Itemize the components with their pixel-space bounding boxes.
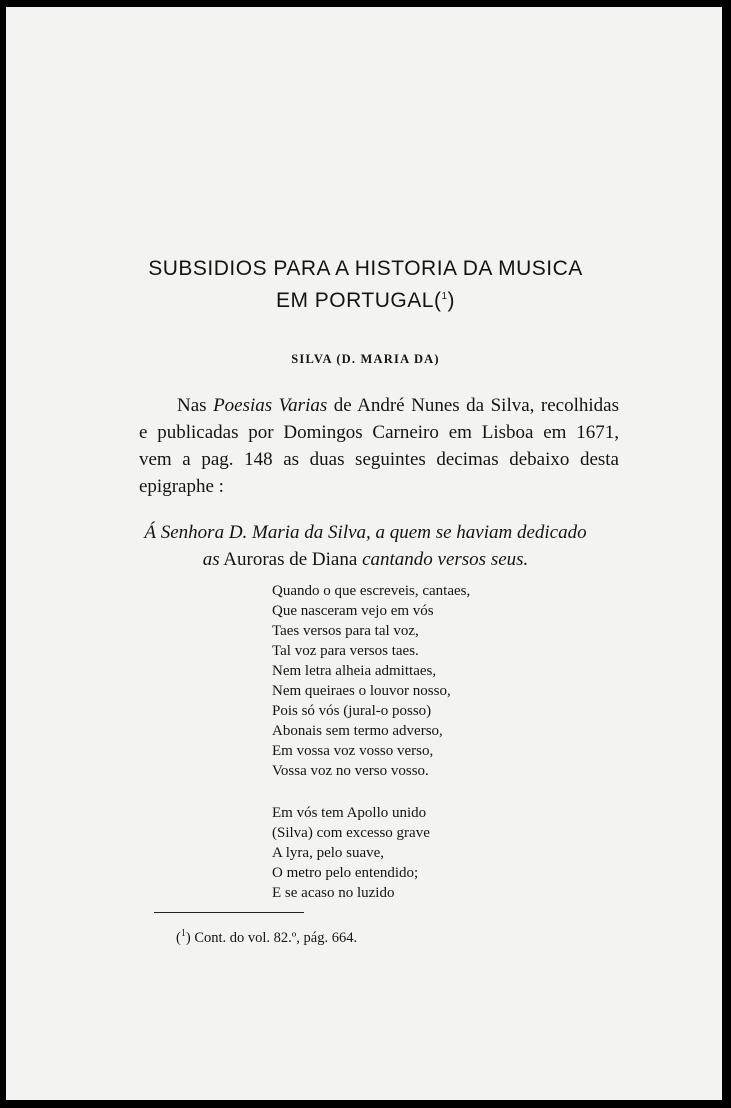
verse-line: Nem queiraes o louvor nosso,	[272, 683, 451, 699]
verse-line: Em vossa voz vosso verso,	[272, 743, 434, 759]
dedication-line-2-italic-a: as	[202, 549, 220, 570]
verse-line: (Silva) com excesso grave	[272, 825, 430, 841]
dedication	[0, 519, 731, 573]
verse-line: Em vós tem Apollo unido	[272, 805, 427, 821]
verse-line: Nem letra alheia admittaes,	[272, 663, 437, 679]
verse-line: Abonais sem termo adverso,	[272, 723, 443, 739]
section-heading: SILVA (D. MARIA DA)	[291, 352, 440, 366]
footnote-divider	[154, 912, 304, 913]
verse-line: Pois só vós (jural-o posso)	[272, 703, 432, 719]
footnote-text: Cont. do vol. 82.º, pág. 664.	[190, 929, 358, 946]
page-title	[0, 255, 731, 315]
verse-line: Tal voz para versos taes.	[272, 643, 419, 659]
intro-paragraph	[139, 392, 619, 500]
poem-stanza-2	[272, 803, 430, 903]
footnote: ($^1$) Cont. do vol. 82.º, pág. 664.	[176, 928, 358, 946]
intro-line-1-b: de André Nunes da Silva, recolhidas	[327, 395, 619, 416]
intro-line-1	[139, 392, 619, 419]
verse-line: Taes versos para tal voz,	[272, 623, 419, 639]
footnote-mark: 1	[180, 928, 186, 939]
title-footnote-mark: 1	[441, 291, 448, 302]
intro-line-1-a: Nas	[177, 395, 214, 416]
dedication-line-1: Á Senhora D. Maria da Silva, a quem se haviam dedicado	[144, 522, 587, 543]
intro-line-1-italic: Poesias Varias	[213, 395, 328, 416]
intro-line-3: vem a pag. 148 as duas seguintes decimas debaixo desta	[139, 449, 619, 470]
verse-line: E se acaso no luzido	[272, 885, 395, 901]
verse-line: Vossa voz no verso vosso.	[272, 763, 429, 779]
verse-line: Que nasceram vejo em vós	[272, 603, 434, 619]
dedication-line-2	[0, 546, 731, 573]
title-line-2-text: EM PORTUGAL	[275, 289, 434, 312]
intro-line-2: e publicadas por Domingos Carneiro em Lisboa em 1671,	[139, 422, 619, 443]
verse-line: A lyra, pelo suave,	[272, 845, 385, 861]
verse-line: Quando o que escreveis, cantaes,	[272, 583, 471, 599]
intro-line-4: epigraphe :	[139, 476, 224, 497]
verse-line: O metro pelo entendido;	[272, 865, 419, 881]
title-line-2: EM PORTUGAL($^1$)	[275, 289, 456, 312]
title-line-1: SUBSIDIOS PARA A HISTORIA DA MUSICA	[148, 257, 583, 280]
dedication-line-2-italic-b: cantando versos seus.	[362, 549, 529, 570]
dedication-line-2-roman: Auroras de Diana	[219, 549, 363, 570]
poem-stanza-1	[272, 581, 470, 781]
